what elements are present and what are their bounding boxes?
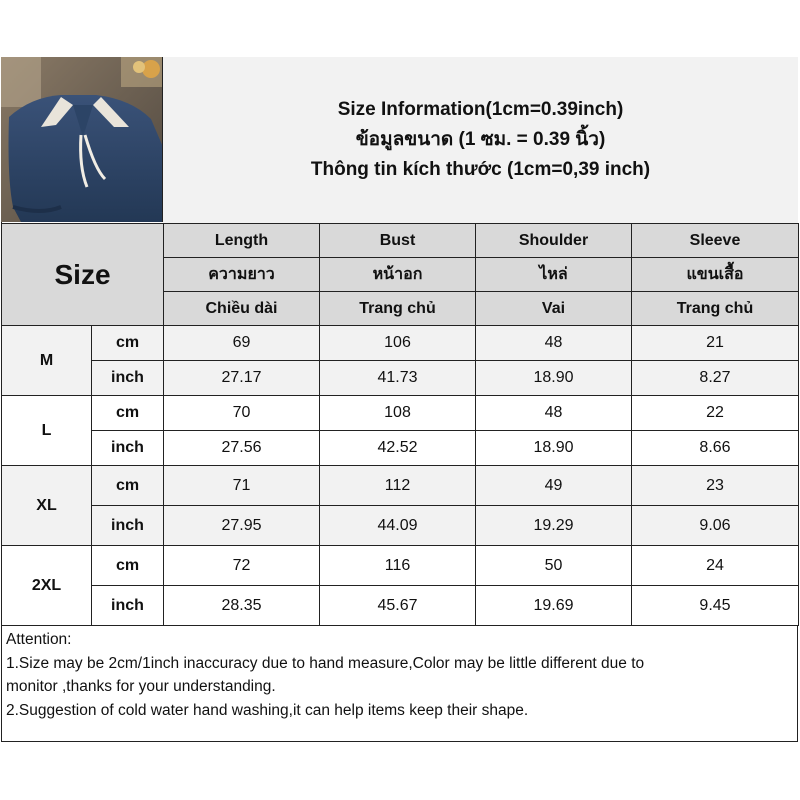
table-row bbox=[2, 361, 799, 396]
shoulder-value: 19.29 bbox=[476, 506, 632, 546]
table-row bbox=[2, 431, 799, 466]
size-name: M bbox=[2, 326, 92, 396]
length-value: 72 bbox=[164, 546, 320, 586]
table-row bbox=[2, 586, 799, 626]
shoulder-value: 19.69 bbox=[476, 586, 632, 626]
unit-label: inch bbox=[92, 431, 164, 466]
title-vietnamese: Thông tin kích thước (1cm=0,39 inch) bbox=[310, 159, 651, 180]
title-english: Size Information(1cm=0.39inch) bbox=[337, 99, 624, 120]
table-row bbox=[2, 506, 799, 546]
length-value: 27.56 bbox=[164, 431, 320, 466]
product-photo bbox=[1, 57, 163, 222]
size-name: 2XL bbox=[2, 546, 92, 626]
size-column-header: Size bbox=[2, 224, 164, 326]
sleeve-value: 21 bbox=[632, 326, 799, 361]
sleeve-value: 24 bbox=[632, 546, 799, 586]
sleeve-value: 9.06 bbox=[632, 506, 799, 546]
attention-heading: Attention: bbox=[6, 631, 72, 648]
sleeve-value: 22 bbox=[632, 396, 799, 431]
size-table bbox=[1, 223, 799, 626]
bust-value: 108 bbox=[320, 396, 476, 431]
header-row-english bbox=[2, 224, 799, 258]
attention-line-1: 1.Size may be 2cm/1inch inaccuracy due to hand measure,Color may be little different due to bbox=[6, 654, 645, 672]
shoulder-value: 18.90 bbox=[476, 361, 632, 396]
length-value: 69 bbox=[164, 326, 320, 361]
length-value: 27.95 bbox=[164, 506, 320, 546]
title-thai: ข้อมูลขนาด (1 ซม. = 0.39 นิ้ว) bbox=[355, 129, 606, 150]
header-length-vietnamese: Chiều dài bbox=[164, 292, 320, 326]
unit-label: inch bbox=[92, 361, 164, 396]
header-shoulder-thai: ไหล่ bbox=[476, 258, 632, 292]
attention-notes bbox=[1, 626, 798, 742]
header-length-thai: ความยาว bbox=[164, 258, 320, 292]
bust-value: 44.09 bbox=[320, 506, 476, 546]
length-value: 27.17 bbox=[164, 361, 320, 396]
shoulder-value: 48 bbox=[476, 396, 632, 431]
unit-label: inch bbox=[92, 586, 164, 626]
table-row bbox=[2, 396, 799, 431]
header-length: Length bbox=[164, 224, 320, 258]
attention-line-3: 2.Suggestion of cold water hand washing,it can help items keep their shape. bbox=[6, 701, 529, 719]
sleeve-value: 8.66 bbox=[632, 431, 799, 466]
header-shoulder-vietnamese: Vai bbox=[476, 292, 632, 326]
unit-label: inch bbox=[92, 506, 164, 546]
header-bust-thai: หน้าอก bbox=[320, 258, 476, 292]
header-shoulder: Shoulder bbox=[476, 224, 632, 258]
shoulder-value: 50 bbox=[476, 546, 632, 586]
sleeve-value: 9.45 bbox=[632, 586, 799, 626]
bust-value: 41.73 bbox=[320, 361, 476, 396]
attention-line-2: monitor ,thanks for your understanding. bbox=[6, 678, 276, 695]
unit-label: cm bbox=[92, 396, 164, 431]
size-information-title bbox=[163, 57, 798, 223]
shoulder-value: 49 bbox=[476, 466, 632, 506]
unit-label: cm bbox=[92, 326, 164, 361]
header-sleeve-vietnamese: Trang chủ bbox=[632, 292, 799, 326]
unit-label: cm bbox=[92, 546, 164, 586]
header-sleeve-thai: แขนเสื้อ bbox=[632, 258, 799, 292]
bust-value: 106 bbox=[320, 326, 476, 361]
unit-label: cm bbox=[92, 466, 164, 506]
bust-value: 112 bbox=[320, 466, 476, 506]
size-name: L bbox=[2, 396, 92, 466]
length-value: 28.35 bbox=[164, 586, 320, 626]
bust-value: 116 bbox=[320, 546, 476, 586]
size-name: XL bbox=[2, 466, 92, 546]
header-bust: Bust bbox=[320, 224, 476, 258]
table-row bbox=[2, 466, 799, 506]
table-row bbox=[2, 546, 799, 586]
length-value: 70 bbox=[164, 396, 320, 431]
shoulder-value: 18.90 bbox=[476, 431, 632, 466]
table-row bbox=[2, 326, 799, 361]
shoulder-value: 48 bbox=[476, 326, 632, 361]
length-value: 71 bbox=[164, 466, 320, 506]
bust-value: 45.67 bbox=[320, 586, 476, 626]
polo-shirt-image bbox=[1, 57, 163, 222]
bust-value: 42.52 bbox=[320, 431, 476, 466]
sleeve-value: 8.27 bbox=[632, 361, 799, 396]
header-bust-vietnamese: Trang chủ bbox=[320, 292, 476, 326]
sleeve-value: 23 bbox=[632, 466, 799, 506]
header-sleeve: Sleeve bbox=[632, 224, 799, 258]
